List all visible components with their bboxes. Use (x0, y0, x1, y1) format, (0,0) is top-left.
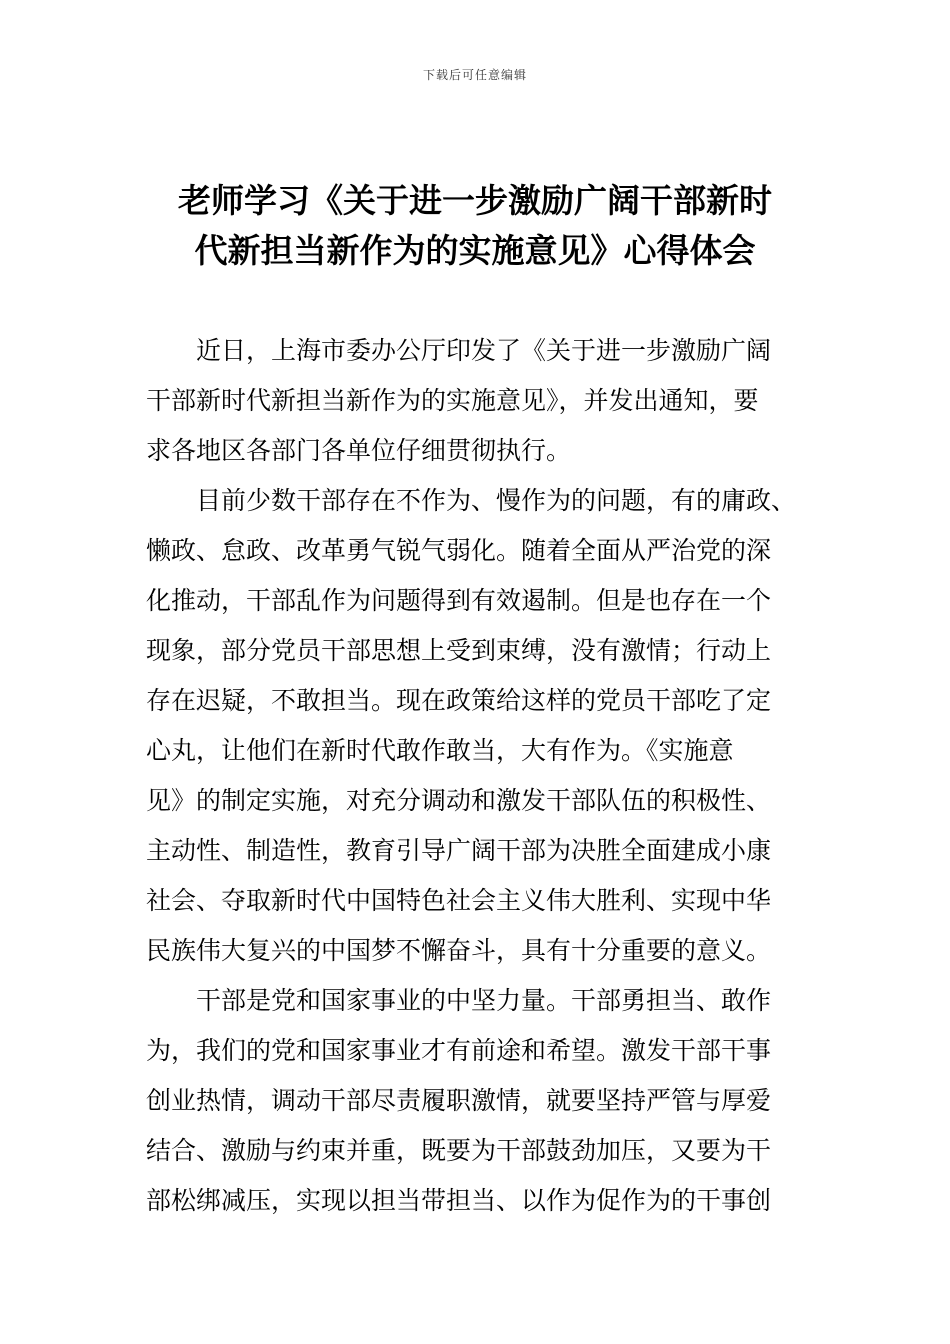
paragraph-line: 存在迟疑，不敢担当。现在政策给这样的党员干部吃了定 (146, 686, 772, 715)
paragraph-line: 现象，部分党员干部思想上受到束缚，没有激情；行动上 (146, 636, 772, 665)
document-body (146, 326, 826, 1226)
paragraph-line: 民族伟大复兴的中国梦不懈奋斗，具有十分重要的意义。 (146, 936, 772, 965)
paragraph-line: 目前少数干部存在不作为、慢作为的问题，有的庸政、 (196, 486, 797, 515)
title-line: 代新担当新作为的实施意见》心得体会 (194, 231, 756, 270)
paragraph-line: 为，我们的党和国家事业才有前途和希望。激发干部干事 (146, 1036, 772, 1065)
paragraph-line: 心丸，让他们在新时代敢作敢当，大有作为。《实施意 (146, 736, 734, 765)
paragraph-line: 干部新时代新担当新作为的实施意见》，并发出通知，要 (146, 386, 759, 415)
paragraph-line: 社会、夺取新时代中国特色社会主义伟大胜利、实现中华 (146, 886, 772, 915)
paragraph-line: 懒政、怠政、改革勇气锐气弱化。随着全面从严治党的深 (146, 536, 772, 565)
paragraph-line: 主动性、制造性，教育引导广阔干部为决胜全面建成小康 (146, 836, 772, 865)
header-note: 下载后可任意编辑 (422, 68, 527, 82)
title-line: 老师学习《关于进一步激励广阔干部新时 (178, 181, 772, 220)
paragraph-line: 干部是党和国家事业的中坚力量。干部勇担当、敢作 (196, 986, 772, 1015)
paragraph-line: 见》的制定实施，对充分调动和激发干部队伍的积极性、 (146, 786, 772, 815)
paragraph-line: 结合、激励与约束并重，既要为干部鼓劲加压，又要为干 (146, 1136, 772, 1165)
paragraph-line: 化推动，干部乱作为问题得到有效遏制。但是也存在一个 (146, 586, 772, 615)
document-title (100, 176, 850, 276)
paragraph-line: 创业热情，调动干部尽责履职激情，就要坚持严管与厚爱 (146, 1086, 772, 1115)
paragraph-line: 部松绑减压，实现以担当带担当、以作为促作为的干事创 (146, 1186, 772, 1215)
paragraph-line: 求各地区各部门各单位仔细贯彻执行。 (146, 436, 572, 465)
paragraph-line: 近日，上海市委办公厅印发了《关于进一步激励广阔 (196, 336, 772, 365)
